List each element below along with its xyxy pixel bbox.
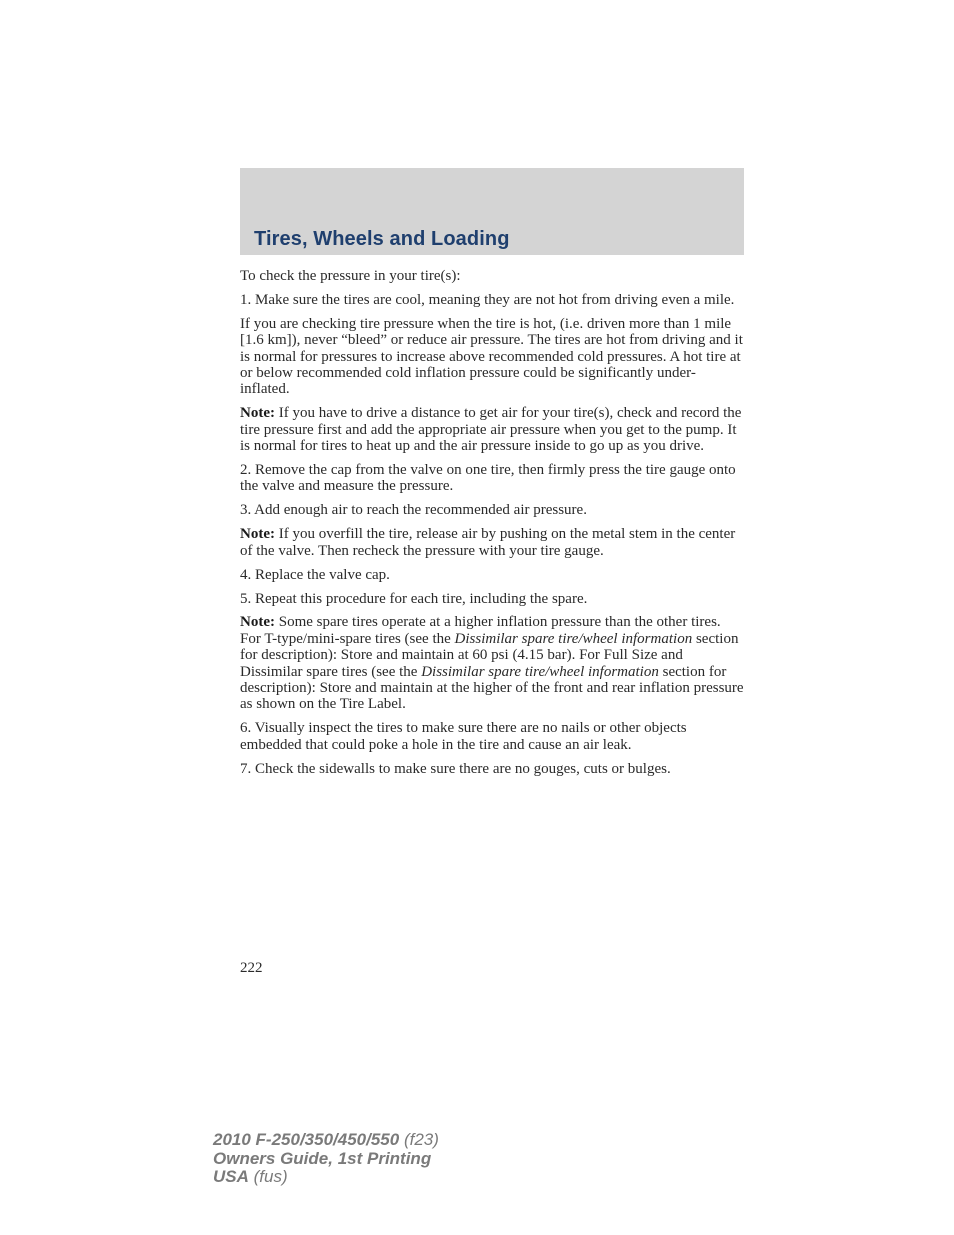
- footer-line-model: [213, 1131, 439, 1150]
- page-number: 222: [240, 960, 263, 976]
- footer-line-market: [213, 1168, 439, 1187]
- note-spare-tires: [240, 614, 744, 712]
- paragraph-intro: To check the pressure in your tire(s):: [240, 268, 461, 284]
- note-drive-distance: [240, 405, 744, 454]
- document-footer: [213, 1131, 439, 1187]
- cross-reference: Dissimilar spare tire/wheel information: [421, 663, 659, 680]
- note-label: Note:: [240, 405, 275, 422]
- paragraph-step-6: 6. Visually inspect the tires to make sure there are no nails or other objects embedded that could poke a hole in the tire and cause an air leak.: [240, 720, 687, 753]
- paragraph-step-4: 4. Replace the valve cap.: [240, 566, 390, 583]
- section-header-band: [240, 168, 744, 255]
- note-label: Note:: [240, 526, 275, 543]
- note-overfill: [240, 526, 744, 559]
- note-text: section for description): Store and maintain at the higher of the front and rear inflation pressure as shown on the Tire Label.: [240, 663, 744, 713]
- footer-market: USA: [213, 1167, 249, 1186]
- note-text: Some spare tires operate at a higher inflation pressure than the other tires. For T-type/mini-spare tires (see the: [240, 614, 721, 647]
- body-text: [240, 268, 744, 785]
- paragraph-step-5: 5. Repeat this procedure for each tire, including the spare.: [240, 590, 588, 607]
- paragraph-step-2: 2. Remove the cap from the valve on one tire, then firmly press the tire gauge onto the valve and measure the pressure.: [240, 462, 736, 495]
- note-text: If you have to drive a distance to get air for your tire(s), check and record the tire pressure first and add the appropriate air pressure when you get to the pump. It is normal for tires to heat up and the air pressure inside to go up as you drive.: [240, 405, 742, 455]
- cross-reference: Dissimilar spare tire/wheel information: [454, 630, 693, 647]
- paragraph-hot-tire: If you are checking tire pressure when the tire is hot, (i.e. driven more than 1 mile [1.6 km]), never “bleed” or reduce air pressure. The tires are hot from driving and it is normal for pressures to increase above recommended cold pressures. A hot tire at or below recommended cold inflation pressure could be significantly under-inflated.: [240, 315, 743, 398]
- footer-market-code: (fus): [248, 1167, 288, 1186]
- paragraph-step-7: 7. Check the sidewalls to make sure there are no gouges, cuts or bulges.: [240, 760, 671, 777]
- footer-model-code: (f23): [399, 1130, 439, 1149]
- note-label: Note:: [240, 614, 275, 631]
- note-text: section for description): Store and maintain at 60 psi (4.15 bar). For Full Size and Dissimilar spare tires (see the: [240, 630, 739, 680]
- section-title: Tires, Wheels and Loading: [254, 228, 510, 250]
- paragraph-step-3: 3. Add enough air to reach the recommended air pressure.: [240, 502, 587, 519]
- footer-model: 2010 F-250/350/450/550: [213, 1130, 400, 1149]
- footer-line-edition: Owners Guide, 1st Printing: [213, 1148, 432, 1168]
- paragraph-step-1: 1. Make sure the tires are cool, meaning they are not hot from driving even a mile.: [240, 291, 735, 308]
- note-text: If you overfill the tire, release air by pushing on the metal stem in the center of the valve. Then recheck the pressure with your tire gauge.: [240, 526, 736, 559]
